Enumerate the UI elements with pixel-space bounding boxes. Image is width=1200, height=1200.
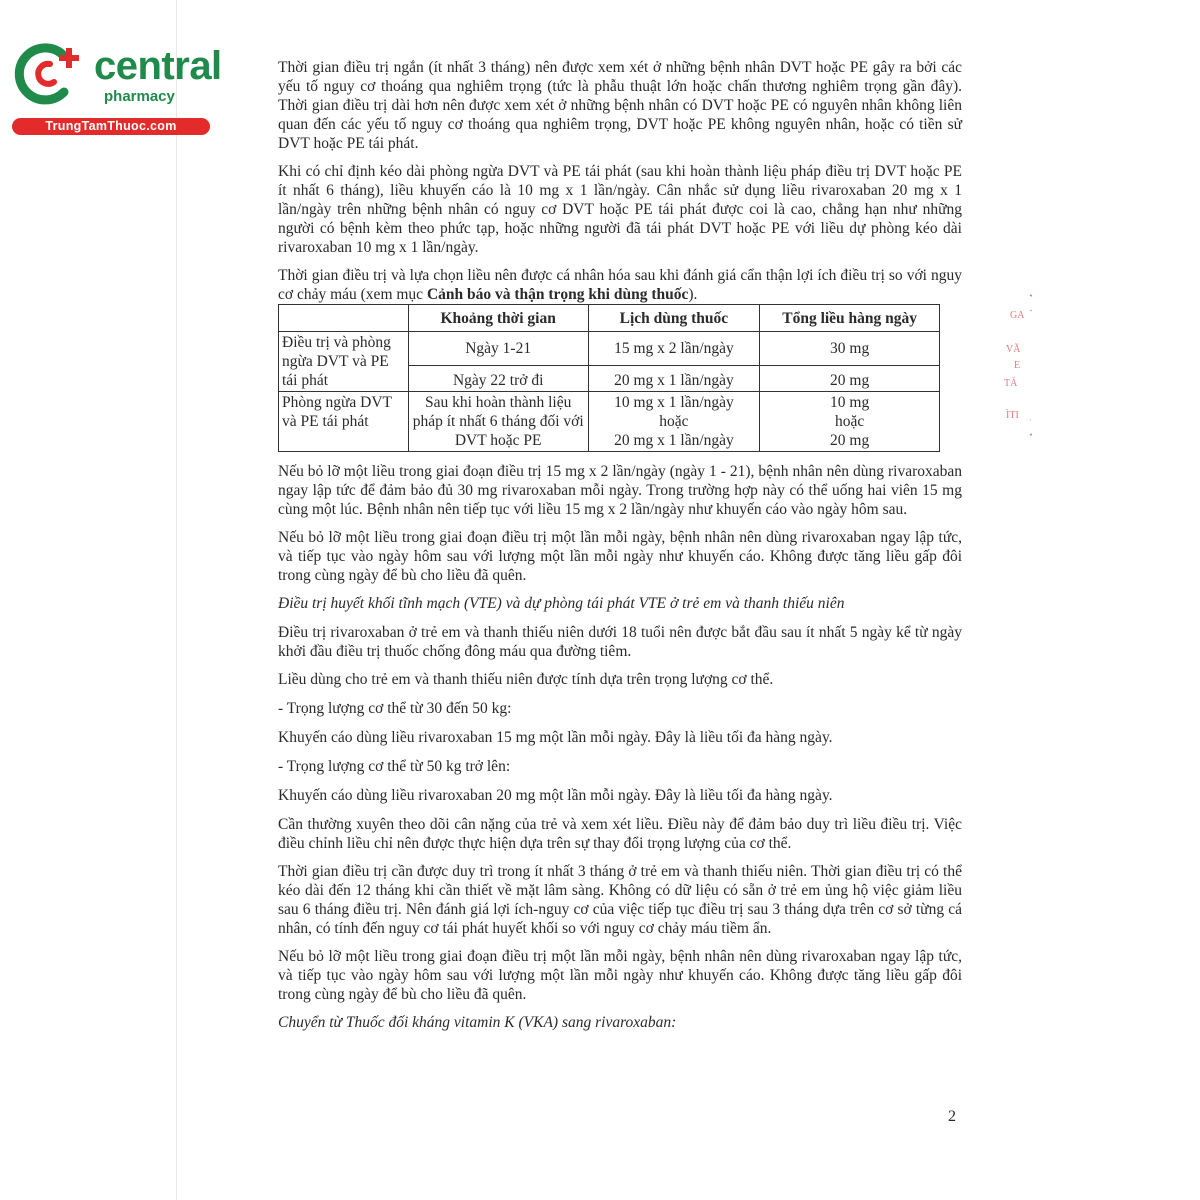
document-body	[278, 58, 962, 1041]
table-row	[279, 392, 940, 452]
subheading-pediatric-vte: Điều trị huyết khối tĩnh mạch (VTE) và dự phòng tái phát VTE ở trẻ em và thanh thiếu niên	[278, 595, 845, 612]
table-header-row	[279, 305, 940, 332]
table-header-schedule: Lịch dùng thuốc	[588, 305, 760, 332]
paragraph-pediatric-weight-based: Liều dùng cho trẻ em và thanh thiếu niên được tính dựa trên trọng lượng cơ thể.	[278, 671, 774, 688]
paragraph-extended-prevention: Khi có chỉ định kéo dài phòng ngừa DVT và PE tái phát (sau khi hoàn thành liệu pháp điều trị DVT hoặc PE ít nhất 6 tháng), liều khuyến cáo là 10 mg x 1 lần/ngày. Cân nhắc sử dụng liều rivaroxaban 20 mg x 1 lần/ngày trên những bệnh nhân có nguy cơ DVT hoặc PE tái phát được coi là cao, chẳng hạn như những người có bệnh kèm theo phức tạp, hoặc những người đã tái phát DVT hoặc PE với liều dự phòng kéo dài rivaroxaban 10 mg x 1 lần/ngày.	[278, 163, 962, 256]
paragraph-dose-20mg: Khuyến cáo dùng liều rivaroxaban 20 mg một lần mỗi ngày. Đây là liều tối đa hàng ngày.	[278, 787, 833, 804]
table-cell-period: Ngày 22 trở đi	[408, 365, 588, 391]
paragraph-weight-monitoring: Cần thường xuyên theo dõi cân nặng của trẻ và xem xét liều. Điều này để đảm bảo duy trì liều điều trị. Việc điều chỉnh liều chỉ nên được thực hiện dựa trên sự thay đổi trọng lượng của cơ thể.	[278, 816, 962, 852]
seal-text-4: TÁ	[1004, 378, 1018, 389]
schedule-option-a: 10 mg x 1 lần/ngày	[614, 394, 734, 411]
table-cell-schedule	[588, 392, 760, 452]
paragraph-treatment-duration: Thời gian điều trị ngắn (ít nhất 3 tháng) nên được xem xét ở những bệnh nhân DVT hoặc PE gây ra bởi các yếu tố nguy cơ thoáng qua nghiêm trọng (tức là phẫu thuật lớn hoặc chấn thương nghiêm trọng gần đây). Thời gian điều trị dài hơn nên được xem xét ở những bệnh nhân có DVT hoặc PE có nguyên nhân không liên quan đến các yếu tố nguy cơ thoáng qua nghiêm trọng, DVT hoặc PE không nguyên nhân, hoặc có tiền sử DVT hoặc PE tái phát.	[278, 59, 962, 152]
table-cell-schedule: 15 mg x 2 lần/ngày	[588, 332, 760, 366]
paragraph-text-before: Thời gian điều trị và lựa chọn liều nên được cá nhân hóa sau khi đánh giá cẩn thận lợi ích điều trị so với nguy cơ chảy máu (xem mục	[278, 267, 962, 303]
schedule-or: hoặc	[659, 413, 689, 430]
seal-text-5: ÌTI	[1006, 410, 1019, 421]
paragraph-dose-15mg: Khuyến cáo dùng liều rivaroxaban 15 mg một lần mỗi ngày. Đây là liều tối đa hàng ngày.	[278, 729, 833, 746]
table-cell-group-label: Phòng ngừa DVT và PE tái phát	[279, 392, 409, 452]
total-option-b: 20 mg	[830, 432, 870, 449]
paragraph-weight-30-50: - Trọng lượng cơ thể từ 30 đến 50 kg:	[278, 700, 512, 717]
central-pharmacy-logo[interactable]	[10, 36, 222, 136]
subheading-vka-switch: Chuyển từ Thuốc đối kháng vitamin K (VKA) sang rivaroxaban:	[278, 1014, 677, 1031]
table-cell-period: Ngày 1-21	[408, 332, 588, 366]
table-cell-total: 30 mg	[760, 332, 940, 366]
seal-text-2: VĂ	[1006, 344, 1021, 355]
table-cell-period: Sau khi hoàn thành liệu pháp ít nhất 6 tháng đối với DVT hoặc PE	[408, 392, 588, 452]
paragraph-missed-dose-twice-daily: Nếu bỏ lỡ một liều trong giai đoạn điều trị 15 mg x 2 lần/ngày (ngày 1 - 21), bệnh nhân nên dùng rivaroxaban ngay lập tức để đảm bảo đủ 30 mg rivaroxaban mỗi ngày. Trong trường hợp này có thể uống hai viên 15 mg cùng một lúc. Bệnh nhân nên tiếp tục với liều 15 mg x 2 lần/ngày như khuyến cáo vào ngày hôm sau.	[278, 463, 962, 518]
official-stamp-seal	[992, 290, 1032, 440]
table-header-period: Khoảng thời gian	[408, 305, 588, 332]
table-header-total: Tổng liều hàng ngày	[760, 305, 940, 332]
paragraph-individualized-dosing	[278, 266, 962, 304]
paragraph-pediatric-duration: Thời gian điều trị cần được duy trì trong ít nhất 3 tháng ở trẻ em và thanh thiếu niên. Thời gian điều trị có thể kéo dài đến 12 tháng khi cần thiết về mặt lâm sàng. Không có dữ liệu có sẵn ở trẻ em ủng hộ việc giảm liều sau 6 tháng điều trị. Nên đánh giá lợi ích-nguy cơ của việc tiếp tục điều trị sau 3 tháng dựa trên cơ sở từng cá nhân, có tính đến nguy cơ tái phát huyết khối so với nguy cơ chảy máu tiềm ẩn.	[278, 863, 962, 937]
schedule-option-b: 20 mg x 1 lần/ngày	[614, 432, 734, 449]
page-edge-line	[176, 0, 177, 1200]
total-option-a: 10 mg	[830, 394, 870, 411]
table-header-empty	[279, 305, 409, 332]
logo-brand-name: central	[94, 44, 222, 88]
table-cell-group-label: Điều trị và phòng ngừa DVT và PE tái phát	[279, 332, 409, 392]
table-cell-schedule: 20 mg x 1 lần/ngày	[588, 365, 760, 391]
dosage-table	[278, 304, 940, 452]
paragraph-weight-50-plus: - Trọng lượng cơ thể từ 50 kg trở lên:	[278, 758, 511, 775]
table-cell-total	[760, 392, 940, 452]
table-cell-total: 20 mg	[760, 365, 940, 391]
pharmacy-cross-icon	[10, 36, 88, 108]
seal-text-3: E	[1014, 360, 1021, 371]
paragraph-pediatric-start: Điều trị rivaroxaban ở trẻ em và thanh thiếu niên dưới 18 tuổi nên được bắt đầu sau ít nhất 5 ngày kể từ ngày khởi đầu điều trị thuốc chống đông máu qua đường tiêm.	[278, 624, 962, 660]
seal-text-1: GA	[1010, 310, 1025, 321]
page-number: 2	[948, 1108, 956, 1125]
section-reference: Cảnh báo và thận trọng khi dùng thuốc	[426, 286, 689, 303]
paragraph-missed-dose-once-daily: Nếu bỏ lỡ một liều trong giai đoạn điều trị một lần mỗi ngày, bệnh nhân nên dùng rivaroxaban ngay lập tức, và tiếp tục vào ngày hôm sau với lượng một lần mỗi ngày như khuyến cáo. Không được tăng liều gấp đôi trong cùng ngày để bù cho liều đã quên.	[278, 529, 962, 584]
logo-brand-subtitle: pharmacy	[104, 88, 175, 105]
total-or: hoặc	[835, 413, 865, 430]
logo-website-url[interactable]: TrungTamThuoc.com	[12, 118, 210, 135]
paragraph-missed-dose-pediatric: Nếu bỏ lỡ một liều trong giai đoạn điều trị một lần mỗi ngày, bệnh nhân nên dùng rivaroxaban ngay lập tức, và tiếp tục vào ngày hôm sau với lượng một lần mỗi ngày như khuyến cáo. Không được tăng liều gấp đôi trong cùng ngày để bù cho liều đã quên.	[278, 948, 962, 1003]
table-row	[279, 332, 940, 366]
paragraph-text-after: ).	[688, 286, 698, 303]
